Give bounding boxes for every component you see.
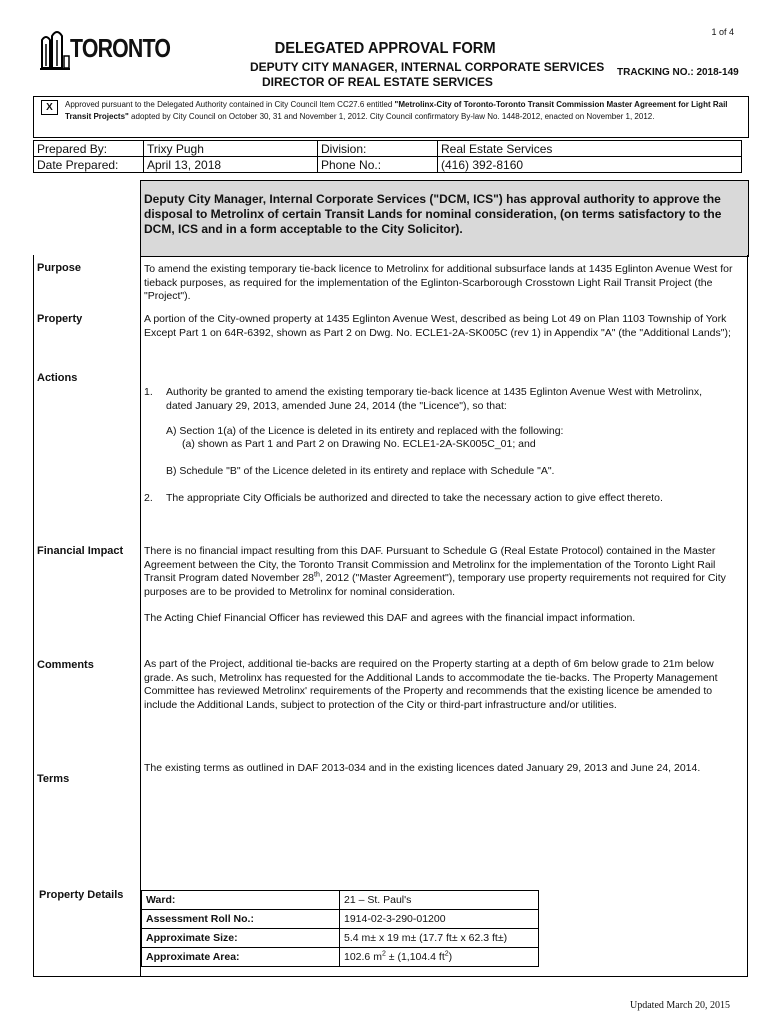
terms-text: The existing terms as outlined in DAF 2013-034 and in the existing licences dated January 29, 2013 and June 24, 2014. xyxy=(144,762,701,774)
approval-text-suffix: adopted by City Council on October 30, 31 and November 1, 2012. City Council confirmatory By-law No. 1448-2012, enacted on November 1, 2012. xyxy=(128,112,655,121)
subtitle-line2: DIRECTOR OF REAL ESTATE SERVICES xyxy=(262,75,493,89)
phone-value: (416) 392-8160 xyxy=(438,157,742,173)
approval-text-prefix: Approved pursuant to the Delegated Authority contained in City Council Item CC27.6 entitled xyxy=(65,100,395,109)
financial-review-text: The Acting Chief Financial Officer has reviewed this DAF and agrees with the financial impact information. xyxy=(144,612,636,624)
property-text: A portion of the City-owned property at 1435 Eglinton Avenue West, described as being Lot 49 on Plan 1103 Township of York Except Part 1 on 64R-6392, shown as Part 2 on Dwg. No. ECLE1-2A-SK005C (rev 1) in Appendix "A" (the "Additional Lands"); xyxy=(144,313,731,339)
table-row xyxy=(142,929,539,948)
prepared-by-value: Trixy Pugh xyxy=(144,141,318,157)
property-details-label: Property Details xyxy=(39,889,124,901)
terms-label: Terms xyxy=(37,773,70,785)
property-details-table xyxy=(141,890,539,967)
actions-label: Actions xyxy=(37,372,78,384)
division-value: Real Estate Services xyxy=(438,141,742,157)
division-label: Division: xyxy=(318,141,438,157)
comments-text: As part of the Project, additional tie-backs are required on the Property starting at a depth of 6m below grade to 21m below grade. As such, Metrolinx has requested for the Additional Lands to accommodate the tie-backs. The Property Management Committee has reviewed Metrolinx' requirements of the Property and recommends that the existing licence be amended to include the Additional Lands, subject to protection of the City or third-part infrastructure and/or utilities. xyxy=(144,658,718,711)
purpose-text: To amend the existing temporary tie-back licence to Metrolinx for additional subsurface lands at 1435 Eglinton Avenue West for tieback purposes, as required for the implementation of the Eglinton-Scarborough Crosstown Light Rail Transit Project (the "Project"). xyxy=(144,263,733,302)
area-metric: 102.6 m xyxy=(344,951,382,963)
action2-text: The appropriate City Officials be authorized and directed to take the necessary action to give effect thereto. xyxy=(166,492,663,504)
date-prepared-value: April 13, 2018 xyxy=(144,157,318,173)
roll-value: 1914-02-3-290-01200 xyxy=(340,910,539,929)
property-label: Property xyxy=(37,313,83,325)
column-divider xyxy=(140,255,141,976)
action2-number: 2. xyxy=(144,492,153,504)
form-title-text: DELEGATED APPROVAL FORM xyxy=(274,40,496,57)
table-row xyxy=(142,910,539,929)
ward-label: Ward: xyxy=(142,891,340,910)
table-row xyxy=(142,948,539,967)
form-title xyxy=(0,40,770,58)
financial-text-b: , 2012 ("Master Agreement"), temporary use property requirements not required for City purposes are to be provided to Metrolinx for nominal consideration. xyxy=(144,572,726,598)
approval-text-bold: "Metrolinx-City of Toronto-Toronto Transit Commission Master Agreement for Light Rail Transit Projects" xyxy=(65,100,728,121)
action1-item-b: B) Schedule "B" of the Licence deleted in its entirety and replace with Schedule "A". xyxy=(166,465,555,477)
area-superscript-2: 2 xyxy=(444,950,449,958)
phone-label: Phone No.: xyxy=(318,157,438,173)
subtitle-line1: DEPUTY CITY MANAGER, INTERNAL CORPORATE SERVICES xyxy=(250,60,605,74)
prepared-info-table xyxy=(33,140,742,173)
financial-superscript: th xyxy=(314,571,320,579)
action1-item-a-sub: (a) shown as Part 1 and Part 2 on Drawing No. ECLE1-2A-SK005C_01; and xyxy=(182,438,536,450)
comments-label: Comments xyxy=(37,659,94,671)
approval-checkbox[interactable]: X xyxy=(41,100,58,115)
approval-text xyxy=(65,99,747,123)
authority-heading: Deputy City Manager, Internal Corporate Services ("DCM, ICS") has approval authority to approve the disposal to Metrolinx of certain Transit Lands for nominal consideration, (on terms satisfactory to the DCM, ICS and in a form acceptable to the City Solicitor). xyxy=(144,192,722,236)
size-label: Approximate Size: xyxy=(142,929,340,948)
tracking-number: TRACKING NO.: 2018-149 xyxy=(617,67,739,78)
action1-item-a: A) Section 1(a) of the Licence is deleted in its entirety and replaced with the following: xyxy=(166,425,564,437)
financial-text-a: There is no financial impact resulting from this DAF. Pursuant to Schedule G (Real Estate Protocol) contained in the Master Agreement between the City, the Toronto Transit Commission and Metrolinx for the implementation of the Toronto Light Rail Transit Program dated November 28 xyxy=(144,545,716,584)
date-prepared-label: Date Prepared: xyxy=(34,157,144,173)
action1-number: 1. xyxy=(144,386,153,398)
purpose-label: Purpose xyxy=(37,262,82,274)
area-close: ) xyxy=(448,951,453,963)
ward-value: 21 – St. Paul's xyxy=(340,891,539,910)
financial-impact-label: Financial Impact xyxy=(37,545,124,557)
area-label: Approximate Area: xyxy=(142,948,340,967)
area-value xyxy=(340,948,539,967)
area-superscript-1: 2 xyxy=(381,950,386,958)
size-value: 5.4 m± x 19 m± (17.7 ft± x 62.3 ft±) xyxy=(340,929,539,948)
prepared-by-label: Prepared By: xyxy=(34,141,144,157)
logo-wordmark: TORONTO xyxy=(70,33,171,63)
roll-label: Assessment Roll No.: xyxy=(142,910,340,929)
action1-text: Authority be granted to amend the existing temporary tie-back licence at 1435 Eglinton Avenue West with Metrolinx, dated January 29, 2013, amended June 24, 2014 (the "Licence"), so that: xyxy=(166,386,702,412)
page-number: 1 of 4 xyxy=(711,27,734,37)
updated-date: Updated March 20, 2015 xyxy=(630,1000,730,1011)
area-imperial: ± (1,104.4 ft xyxy=(385,951,445,963)
table-row xyxy=(142,891,539,910)
financial-impact-text xyxy=(144,545,746,599)
